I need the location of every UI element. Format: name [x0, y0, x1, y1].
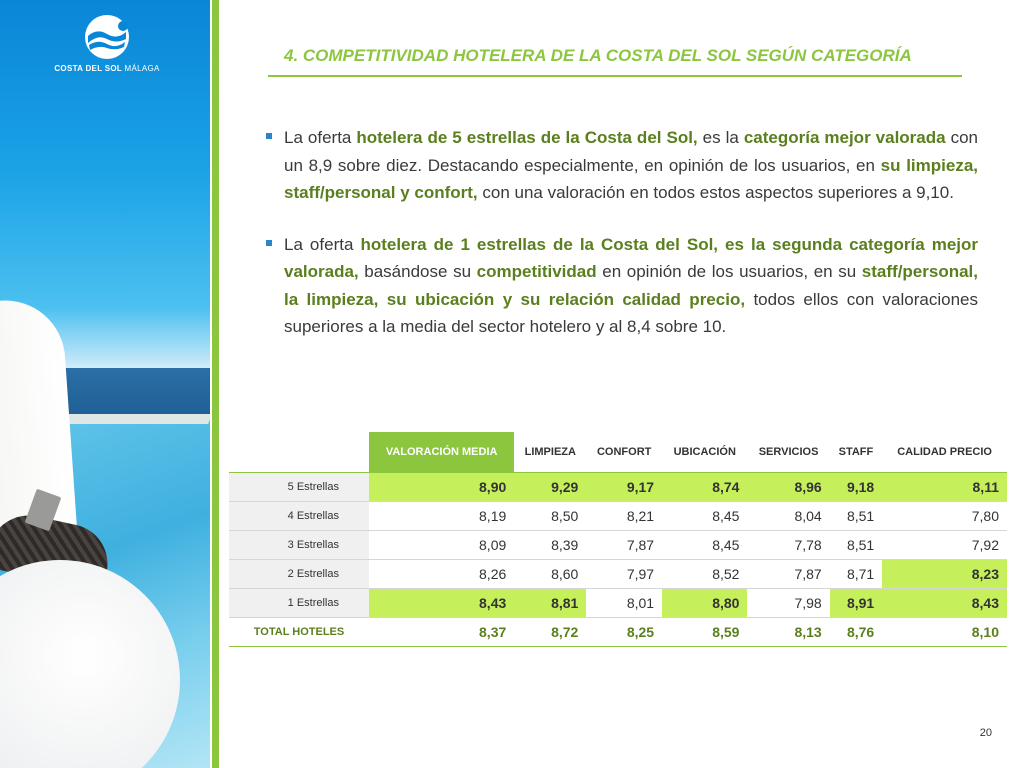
table-header-row — [229, 432, 1007, 473]
logo-text: COSTA DEL SOL MÁLAGA — [54, 64, 160, 73]
table-row: 4 Estrellas 8,19 8,50 8,21 8,45 8,04 8,51 7,80 — [229, 502, 1007, 531]
sun-wave-logo-icon — [80, 12, 134, 62]
table-total-row: TOTAL HOTELES 8,37 8,72 8,25 8,59 8,13 8,76 8,10 — [229, 618, 1007, 647]
bullet-list — [264, 124, 978, 365]
col-staff: STAFF — [838, 446, 874, 458]
page-number: 20 — [979, 727, 992, 739]
bullet-square-icon — [266, 240, 272, 246]
page-title: 4. COMPETITIVIDAD HOTELERA DE LA COSTA DEL SOL SEGÚN CATEGORÍA — [284, 46, 912, 65]
col-confort: CONFORT — [596, 446, 652, 458]
ratings-table — [229, 432, 1007, 647]
title-underline — [268, 75, 962, 77]
col-valoracion-media: VALORACIÓN MEDIA — [369, 432, 514, 473]
table-row: 1 Estrellas 8,43 8,81 8,01 8,80 7,98 8,91 8,43 — [229, 589, 1007, 618]
side-photo-panel — [0, 0, 210, 768]
table-row: 3 Estrellas 8,09 8,39 7,87 8,45 7,78 8,51 7,92 — [229, 531, 1007, 560]
col-calidad-precio: CALIDAD PRECIO — [897, 446, 992, 458]
bullet-5-stars: La oferta hotelera de 5 estrellas de la Costa del Sol, es la categoría mejor valorada con un 8,9 sobre diez. Destacando especialmente, en opinión de los usuarios, en su limpieza, staff/personal y confort, con una valoración en todos estos aspectos superiores a 9,10. — [264, 124, 978, 207]
col-limpieza: LIMPIEZA — [524, 446, 576, 458]
table-row: 2 Estrellas 8,26 8,60 7,97 8,52 7,87 8,71 8,23 — [229, 560, 1007, 589]
bullet-square-icon — [266, 133, 272, 139]
green-divider-stripe — [212, 0, 219, 768]
col-servicios: SERVICIOS — [758, 446, 819, 458]
col-ubicacion: UBICACIÓN — [673, 446, 736, 458]
costa-del-sol-logo — [32, 12, 182, 92]
bullet-1-star: La oferta hotelera de 1 estrellas de la Costa del Sol, es la segunda categoría mejor valorada, basándose su competitividad en opinión de los usuarios, en su staff/personal, la limpieza, su ubicación y su relación calidad precio, todos ellos con valoraciones superiores a la media del sector hotelero y al 8,4 sobre 10. — [264, 231, 978, 341]
table-row: 5 Estrellas 8,90 9,29 9,17 8,74 8,96 9,18 8,11 — [229, 473, 1007, 502]
